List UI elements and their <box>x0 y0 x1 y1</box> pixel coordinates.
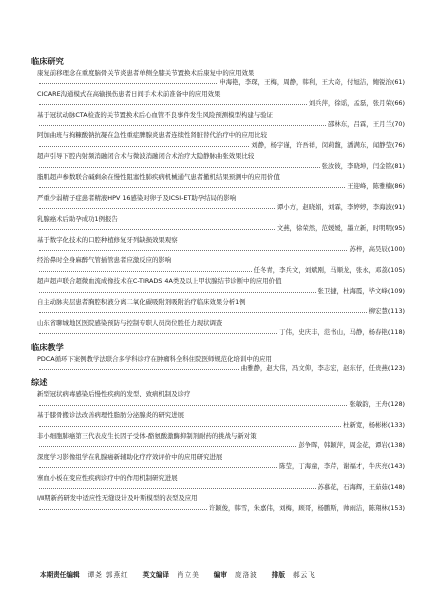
article-meta <box>31 78 405 87</box>
page-number: (123) <box>387 363 405 372</box>
layout-name: 郝云飞 <box>292 571 316 579</box>
article-title[interactable]: 山东省聊城地区医院感染预防与控制专职人员岗位胜任力现状调查 <box>37 318 223 327</box>
page-number: (91) <box>391 203 405 212</box>
article-title[interactable]: 严重少弱精子症患者精液HPV 16感染对卵子及ICSI-ET助孕结局的影响 <box>37 193 237 202</box>
toc-entry[interactable] <box>31 474 405 493</box>
article-title[interactable]: 阿加曲班与拘糠酸钠抗凝在急性重症脾腺炎患者连续性肾脏替代治疗中的应用比较 <box>37 131 268 140</box>
article-meta <box>31 182 405 191</box>
toc-section <box>31 377 405 513</box>
dot-leader <box>39 167 320 168</box>
toc-entry[interactable] <box>31 152 405 171</box>
toc-entry[interactable] <box>31 215 405 234</box>
article-meta <box>31 224 405 233</box>
article-meta <box>31 245 405 254</box>
dot-leader <box>39 229 275 230</box>
toc-entry[interactable] <box>31 194 405 213</box>
article-title[interactable]: CICARE沟通模式在高输损伤患者日间手术术前准备中的应用效果 <box>37 89 221 98</box>
article-meta <box>31 462 405 471</box>
toc-entry[interactable] <box>31 236 405 255</box>
section-heading: 临床研究 <box>31 56 64 66</box>
page-number: (118) <box>387 328 405 337</box>
page-number: (105) <box>387 265 405 274</box>
toc-entry[interactable] <box>31 69 405 88</box>
article-meta <box>31 364 405 373</box>
toc-section <box>31 56 405 338</box>
editorial-footer <box>40 569 405 579</box>
toc-entry[interactable] <box>31 494 405 513</box>
toc-entry[interactable] <box>31 453 405 472</box>
article-title[interactable]: PDCA循环下案例教学法联合多学科诊疗在肿瘤科全科住院医师规范化培训中的应用 <box>37 354 272 363</box>
article-title[interactable]: 非小细胞肺癌第三代表皮生长因子受体-酪氨酸激酶抑制剂耐药的挑战与新对策 <box>37 432 257 440</box>
article-meta <box>31 120 405 129</box>
section-heading: 临床教学 <box>31 341 64 352</box>
page-number: (66) <box>391 99 405 108</box>
article-meta <box>31 266 405 275</box>
toc-entry[interactable] <box>31 90 405 109</box>
toc-entry[interactable] <box>31 131 405 150</box>
article-title[interactable]: 寨血小板在变应性疾病诊疗中的作用机制研究进展 <box>37 473 178 482</box>
page-number: (81) <box>391 161 405 170</box>
article-authors: 文燕，徐荣然，范媛媛，墨立新，时明明 <box>276 224 392 233</box>
dot-leader <box>39 292 316 293</box>
article-title[interactable]: 基于冠状动脉CTA检查的关节置换术后心血管不良事件发生风险预测模型构建与验证 <box>37 110 273 119</box>
article-meta <box>31 162 405 171</box>
article-meta <box>31 287 405 296</box>
dot-leader <box>39 83 217 84</box>
article-meta <box>31 441 405 450</box>
proofreader-name: 庞洛波 <box>234 571 258 579</box>
section-heading: 综述 <box>31 377 48 388</box>
page-number: (113) <box>387 307 405 316</box>
dot-leader <box>39 333 277 334</box>
article-authors: 申海艳，李琛，王梅，周静，韩利，王大奇，付旭洁，鲍锐治 <box>219 78 392 87</box>
dot-leader <box>39 125 326 126</box>
dot-leader <box>39 146 249 147</box>
toc-entry[interactable] <box>31 173 405 192</box>
article-authors: 刘静，杨宇谨，许吾祥，闵莉馥，潘满东，闻静莹 <box>251 140 392 149</box>
page-number: (100) <box>387 244 405 253</box>
toc-entry[interactable] <box>31 411 405 430</box>
dot-leader <box>39 369 239 370</box>
article-meta <box>31 421 405 430</box>
toc-entry[interactable] <box>31 432 405 451</box>
article-title[interactable]: 脂肌超声参数联合碱剩余在慢性阻塞性肺疾病机械通气患者撤机结果预测中的应用价值 <box>37 173 280 182</box>
article-authors: 苏梓，高昊辰 <box>349 244 388 253</box>
page-number: (76) <box>391 140 405 149</box>
toc-entry[interactable] <box>31 298 405 317</box>
toc-entry[interactable] <box>31 256 405 275</box>
proofreader-label: 编审 <box>213 571 227 579</box>
dot-leader <box>39 187 345 188</box>
dot-leader <box>39 271 252 272</box>
article-meta <box>31 504 405 513</box>
page-number: (133) <box>387 420 405 429</box>
page-number: (70) <box>391 120 405 129</box>
article-title[interactable]: 经治鼻时全身麻醉气管插管患者应激反应的影响 <box>37 256 172 265</box>
article-authors: 曲雅静，赵大伟，冯文仰，李志宏，赵东仔，任贵燕 <box>240 363 388 372</box>
article-title[interactable]: 乳腺癌术后助孕成功1例报告 <box>37 214 118 223</box>
dot-leader <box>39 104 307 105</box>
page-number: (61) <box>391 78 405 87</box>
article-authors: 王迎峰，陈雅楠 <box>347 182 392 191</box>
page-number: (86) <box>391 182 405 191</box>
article-title[interactable]: Ⅰ/Ⅱ期新药研发中适应性无缝设计及叶斯模型的表型及应用 <box>37 494 198 503</box>
article-authors: 许颖俊，韩雪，朱嘉伟，刘梅，顾哥，杨鹏斯，帅雨洁，陈翔林 <box>208 503 388 512</box>
dot-leader <box>39 446 296 447</box>
article-authors: 彭争晖，韩颖萍，周金花，谭岩 <box>298 441 388 450</box>
dot-leader <box>39 467 277 468</box>
page-number: (128) <box>387 399 405 408</box>
toc-section <box>31 342 405 374</box>
article-title[interactable]: 康复前移理念在重度脑骨关节炎患者单侧全膝关节置换术后康复中的应用效果 <box>37 69 255 77</box>
layout-label: 排版 <box>271 571 285 579</box>
dot-leader <box>39 312 367 313</box>
dot-leader <box>39 250 347 251</box>
article-authors: 张敏韵，王舟 <box>349 399 388 408</box>
editor-names: 谭尧 郭燕红 <box>87 571 129 579</box>
toc-entry[interactable] <box>31 390 405 409</box>
dot-leader <box>39 208 275 209</box>
dot-leader <box>39 426 341 427</box>
article-title[interactable]: 基于膝骨搬诊法改善病理性脂肪分泌腺炎的研究进展 <box>37 411 184 420</box>
article-title[interactable]: 超声超声联合超微血流成像技术在C-TIRADS 4A类及以上甲状腺结节诊断中的应用价值 <box>37 277 282 286</box>
dot-leader <box>39 488 316 489</box>
toc-entry[interactable] <box>31 319 405 338</box>
article-authors: 柳宏慧 <box>368 307 388 316</box>
article-title[interactable]: 深度学习影像组学在乳腺癌新辅助化疗疗效评价中的应用研究进展 <box>37 452 223 461</box>
article-authors: 张汝彼，李晓坤，闫金铭 <box>321 161 392 170</box>
editor-label: 本期责任编辑 <box>40 571 80 579</box>
article-authors: 张卫捷，杜海霞，毕文峰 <box>317 286 388 295</box>
article-authors: 任冬青，李兵文，刘斌刚，马顺龙，张永，邓荔 <box>253 265 388 274</box>
article-authors: 丁伟，史庆丰，范书山，马静，杨春艳 <box>279 328 388 337</box>
article-meta <box>31 328 405 337</box>
article-title[interactable]: 超声引导下腔内射频消融闭合术与微波消融闭合术治疗大隐静脉曲张效果比较 <box>37 152 255 161</box>
article-title[interactable]: 自主动脉夹层患者胸腔积液分离二氧化碳吸附剂吸附治疗临床效果分析1例 <box>37 297 246 306</box>
article-title[interactable]: 新型冠状病毒感染后慢性疾病的发型、致病机制及诊疗 <box>37 390 191 399</box>
article-authors: 刘兵萍，徐谣，孟磊，张月荣 <box>308 99 392 108</box>
article-meta <box>31 203 405 212</box>
page-number: (95) <box>391 224 405 233</box>
page-number: (148) <box>387 483 405 492</box>
toc-entry[interactable] <box>31 355 405 374</box>
toc-sections <box>31 56 405 513</box>
dot-leader <box>39 405 347 406</box>
page-number: (143) <box>387 462 405 471</box>
toc-entry[interactable] <box>31 111 405 130</box>
article-authors: 苏慕花，石海辉，王茹茹 <box>317 483 388 492</box>
article-meta <box>31 400 405 409</box>
article-authors: 杜新宽，杨彬彬 <box>343 420 388 429</box>
article-authors: 邵林东，吕霖，王月兰 <box>327 120 392 129</box>
page-number: (109) <box>387 286 405 295</box>
dot-leader <box>39 509 207 510</box>
article-meta <box>31 141 405 150</box>
english-editor-name: 肖立美 <box>177 571 200 579</box>
article-title[interactable]: 基于数字化技术的口腔种植修复牙列缺损效果观察 <box>37 235 178 244</box>
toc-entry[interactable] <box>31 277 405 296</box>
article-meta <box>31 99 405 108</box>
english-editor-label: 英文编译 <box>142 571 170 579</box>
article-meta <box>31 483 405 492</box>
page-number: (153) <box>387 503 405 512</box>
article-authors: 谭小方，赵晓娟，刘霖，李婷婷，李海波 <box>276 203 392 212</box>
article-meta <box>31 307 405 316</box>
page-number: (138) <box>387 441 405 450</box>
article-authors: 陈莹，丁海童，李芹，谢福才，牛庆亮 <box>279 462 388 471</box>
